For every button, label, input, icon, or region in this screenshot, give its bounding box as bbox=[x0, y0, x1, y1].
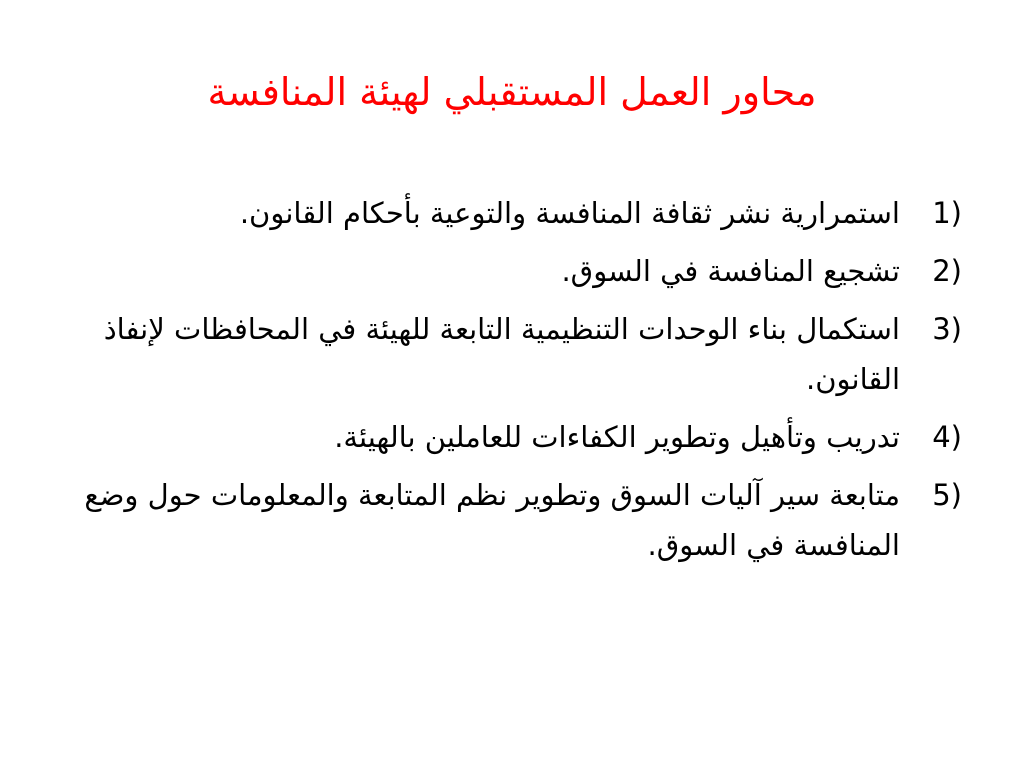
list-item bbox=[82, 412, 962, 462]
list-item bbox=[82, 470, 962, 570]
list-item-number: 3) bbox=[932, 312, 962, 346]
list-item-text: متابعة سير آليات السوق وتطوير نظم المتابعة والمعلومات حول وضع المنافسة في السوق. bbox=[84, 478, 900, 562]
list-item-text: تدريب وتأهيل وتطوير الكفاءات للعاملين بالهيئة. bbox=[334, 420, 900, 454]
slide-title: محاور العمل المستقبلي لهيئة المنافسة bbox=[207, 70, 817, 114]
list-item-text: استمرارية نشر ثقافة المنافسة والتوعية بأحكام القانون. bbox=[239, 196, 900, 230]
list-item bbox=[82, 246, 962, 296]
list-item-number: 1) bbox=[932, 196, 962, 230]
numbered-list bbox=[82, 188, 962, 578]
list-item-text: تشجيع المنافسة في السوق. bbox=[561, 254, 900, 288]
list-item-number: 4) bbox=[932, 420, 962, 454]
list-item-text: استكمال بناء الوحدات التنظيمية التابعة للهيئة في المحافظات لإنفاذ القانون. bbox=[103, 312, 900, 396]
list-item-number: 5) bbox=[932, 478, 962, 512]
list-item bbox=[82, 188, 962, 238]
list-item-number: 2) bbox=[932, 254, 962, 288]
list-item bbox=[82, 304, 962, 404]
